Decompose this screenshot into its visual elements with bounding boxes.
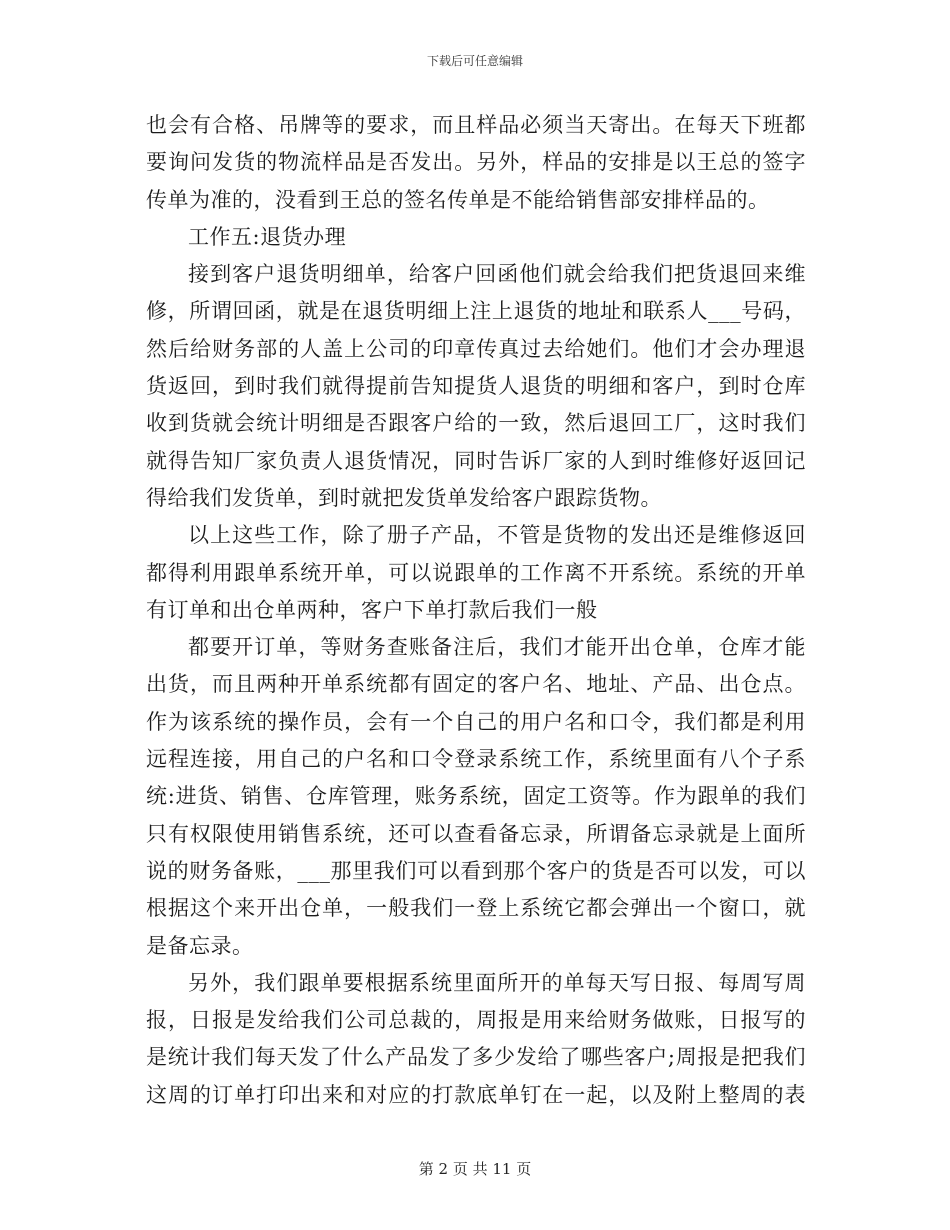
text-line: 得给我们发货单，到时就把发货单发给客户跟踪货物。	[146, 485, 662, 510]
text-line: 出货，而且两种开单系统都有固定的客户名、地址、产品、出仓点。	[146, 672, 806, 697]
text-line: 都要开订单，等财务查账备注后，我们才能开出仓单，仓库才能	[188, 635, 806, 660]
text-line: 作为该系统的操作员，会有一个自己的用户名和口令，我们都是利用	[146, 709, 806, 734]
text-line: 这周的订单打印出来和对应的打款底单钉在一起，以及附上整周的表	[146, 1082, 806, 1107]
text-line: 是统计我们每天发了什么产品发了多少发给了哪些客户;周报是把我们	[146, 1045, 806, 1070]
text-line: 就得告知厂家负责人退货情况，同时告诉厂家的人到时维修好返回记	[146, 448, 806, 473]
text-line: 以上这些工作，除了册子产品，不管是货物的发出还是维修返回	[188, 523, 806, 548]
page-header: 下载后可任意编辑	[426, 54, 523, 68]
text-line: 另外，我们跟单要根据系统里面所开的单每天写日报、每周写周	[188, 970, 806, 995]
text-line: 说的财务备账，___那里我们可以看到那个客户的货是否可以发，可以	[146, 858, 806, 883]
text-line: 根据这个来开出仓单，一般我们一登上系统它都会弹出一个窗口，就	[146, 896, 806, 921]
text-line: 只有权限使用销售系统，还可以查看备忘录，所谓备忘录就是上面所	[146, 821, 806, 846]
text-line: 货返回，到时我们就得提前告知提货人退货的明细和客户，到时仓库	[146, 374, 806, 399]
text-line: 统:进货、销售、仓库管理，账务系统，固定工资等。作为跟单的我们	[146, 784, 806, 809]
text-line: 也会有合格、吊牌等的要求，而且样品必须当天寄出。在每天下班都	[146, 113, 806, 137]
text-line: 要询问发货的物流样品是否发出。另外，样品的安排是以王总的签字	[146, 150, 806, 175]
text-line: 收到货就会统计明细是否跟客户给的一致，然后退回工厂，这时我们	[146, 411, 806, 436]
document-body	[146, 107, 806, 1114]
page-footer: 第 2 页 共 11 页	[418, 1160, 532, 1178]
text-line: 修，所谓回函，就是在退货明细上注上退货的地址和联系人___号码，	[146, 299, 806, 324]
text-line: 传单为准的，没看到王总的签名传单是不能给销售部安排样品的。	[146, 187, 770, 212]
text-line: 远程连接，用自己的户名和口令登录系统工作，系统里面有八个子系	[146, 747, 806, 772]
section-heading: 工作五:退货办理	[188, 224, 347, 249]
text-line: 是备忘录。	[146, 933, 254, 958]
text-line: 都得利用跟单系统开单，可以说跟单的工作离不开系统。系统的开单	[146, 560, 806, 585]
text-line: 有订单和出仓单两种，客户下单打款后我们一般	[146, 597, 598, 622]
text-line: 接到客户退货明细单，给客户回函他们就会给我们把货退回来维	[188, 262, 806, 287]
text-line: 报，日报是发给我们公司总裁的，周报是用来给财务做账，日报写的	[146, 1008, 806, 1033]
text-line: 然后给财务部的人盖上公司的印章传真过去给她们。他们才会办理退	[146, 336, 806, 361]
